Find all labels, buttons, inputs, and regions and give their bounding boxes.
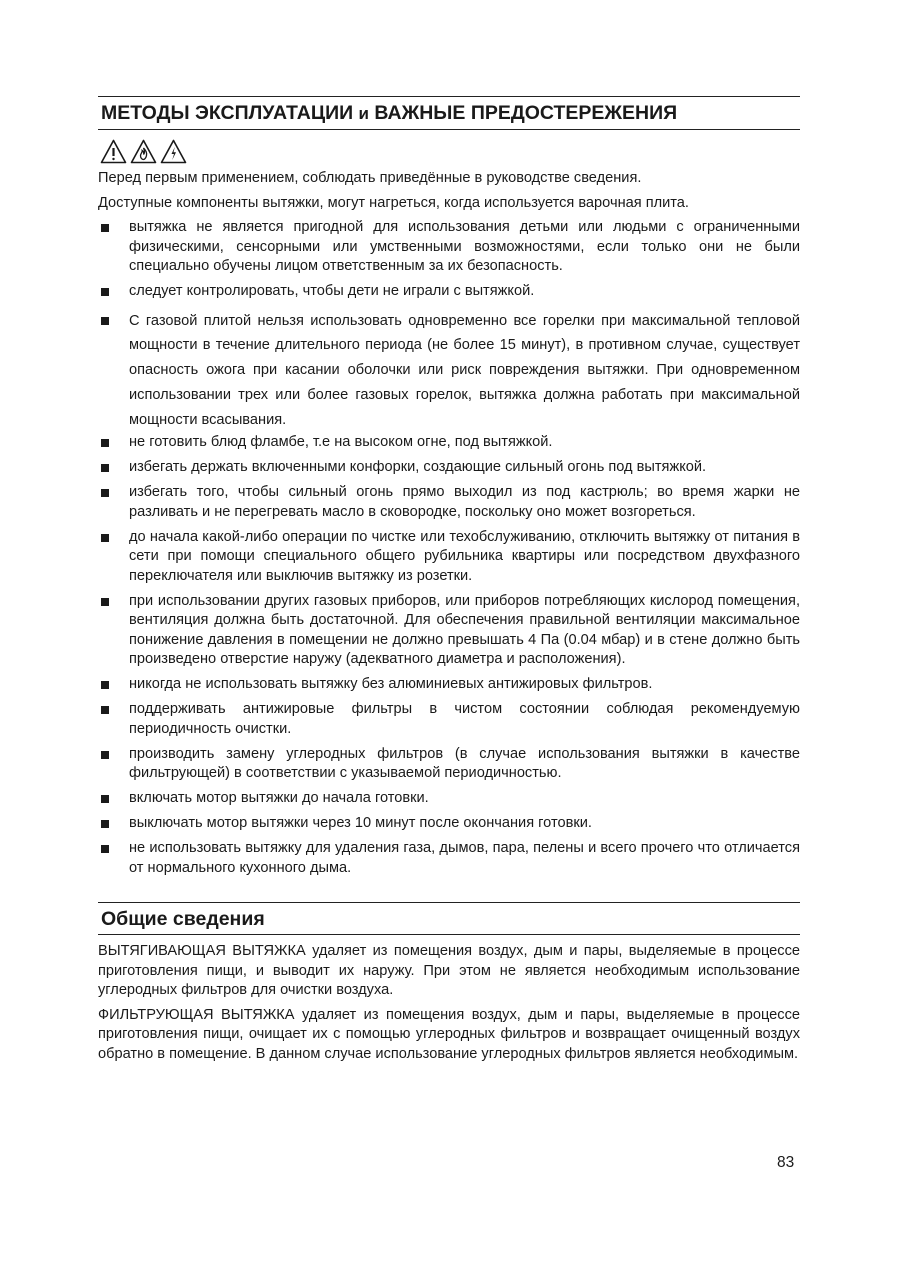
safety-list [98, 218, 800, 878]
list-item-text: следует контролировать, чтобы дети не играли с вытяжкой. [129, 283, 535, 299]
bullet [101, 464, 109, 472]
list-item-text: производить замену углеродных фильтров (в случае использования вытяжки в качестве фильтрующей) в соответствии с указываемой периодичностью. [129, 745, 800, 782]
section-title-general: Общие сведения [98, 902, 800, 935]
list-item [98, 458, 800, 478]
general-paragraph-2: ФИЛЬТРУЮЩАЯ ВЫТЯЖКА удаляет из помещения воздух, дым и пары, выделяемые в процессе приготовления пищи, очищает их с помощью углеродных фильтров и возвращает очищенный воздух обратно в помещение. В данном случае использование углеродных фильтров является необходимым. [98, 1006, 800, 1062]
list-item-text: не готовить блюд фламбе, т.е на высоком огне, под вытяжкой. [129, 434, 553, 451]
bullet [101, 845, 109, 853]
title-and: и [358, 104, 369, 123]
title-part-2: ВАЖНЫЕ ПРЕДОСТЕРЕЖЕНИЯ [368, 102, 678, 124]
list-item [98, 433, 800, 453]
list-item [98, 528, 800, 587]
section-title-safety [98, 96, 800, 130]
list-item [98, 700, 800, 739]
bullet [101, 598, 109, 606]
list-item-text: при использовании других газовых приборов, или приборов потребляющих кислород помещения, вентиляция должна быть достаточной. Для обеспечения правильной вентиляции максимальное понижение давления в помещении не должно превышать 4 Па (0.04 мбар) и в стене должно быть произведено отверстие наружу (адекватного диаметра и расположения). [129, 592, 800, 668]
page-number: 83 [777, 1154, 795, 1171]
list-item-text: поддерживать антижировые фильтры в чистом состоянии соблюдая рекомендуемую периодичность очистки. [129, 701, 800, 737]
list-item [98, 789, 800, 809]
bullet [101, 317, 109, 325]
list-item-text: вытяжка не является пригодной для использования детьми или людьми с ограниченными физическими, сенсорными или умственными возможностями, если только они не были специально обучены лицом ответственным за их безопасность. [129, 219, 800, 274]
warning-fire-icon [130, 139, 157, 164]
intro-paragraph-1: Перед первым применением, соблюдать приведённые в руководстве сведения. [98, 170, 642, 186]
title-part-1: МЕТОДЫ ЭКСПЛУАТАЦИИ [101, 102, 359, 124]
bullet [101, 706, 109, 714]
list-item [98, 745, 800, 784]
general-paragraph-1: ВЫТЯГИВАЮЩАЯ ВЫТЯЖКА удаляет из помещения воздух, дым и пары, выделяемые в процессе приготовления пищи, и выводит их наружу. При этом не является необходимым использование углеродных фильтров для очистки воздуха. [98, 943, 800, 999]
list-item [98, 282, 800, 302]
list-item [98, 839, 800, 878]
bullet [101, 534, 109, 542]
list-item [98, 483, 800, 522]
warning-icons [100, 135, 800, 164]
document-page [98, 96, 800, 1064]
intro-paragraph-2: Доступные компоненты вытяжки, могут нагреться, когда используется варочная плита. [98, 194, 689, 211]
list-item-text: избегать держать включенными конфорки, создающие сильный огонь под вытяжкой. [129, 459, 707, 476]
bullet [101, 489, 109, 497]
list-item-text: включать мотор вытяжки до начала готовки. [129, 790, 429, 807]
list-item [98, 592, 800, 670]
list-item-text: не использовать вытяжку для удаления газа, дымов, пара, пелены и всего прочего что отличается от нормального кухонного дыма. [129, 840, 800, 876]
bullet [101, 751, 109, 759]
list-item [98, 218, 800, 277]
list-item [98, 675, 800, 695]
bullet [101, 820, 109, 828]
list-item [98, 309, 800, 433]
warning-general-icon [100, 139, 127, 164]
list-item-text: избегать того, чтобы сильный огонь прямо выходил из под кастрюль; во время жарки не разливать и не перегревать масло в сковородке, поскольку оно может возгореться. [129, 484, 800, 520]
list-item-text: никогда не использовать вытяжку без алюминиевых антижировых фильтров. [129, 676, 653, 693]
list-item-text: до начала какой-либо операции по чистке или техобслуживанию, отключить вытяжку от питания в сети при помощи специального общего рубильника квартиры или посредством двухфазного переключателя или выключив вытяжку из розетки. [129, 528, 800, 584]
list-item-text: выключать мотор вытяжки через 10 минут после окончания готовки. [129, 815, 592, 832]
bullet [101, 439, 109, 447]
bullet [101, 681, 109, 689]
warning-electric-icon [160, 139, 187, 164]
list-item-text: С газовой плитой нельзя использовать одновременно все горелки при максимальной тепловой мощности в течение длительного периода (не более 15 минут), в противном случае, существует опасность ожога при касании оболочки или риск повреждения вытяжки. При одновременном использовании трех или более газовых горелок, вытяжка должна работать при максимальной мощности всасывания. [129, 312, 800, 428]
bullet [101, 224, 109, 232]
bullet [101, 795, 109, 803]
list-item [98, 814, 800, 834]
bullet [101, 288, 109, 296]
